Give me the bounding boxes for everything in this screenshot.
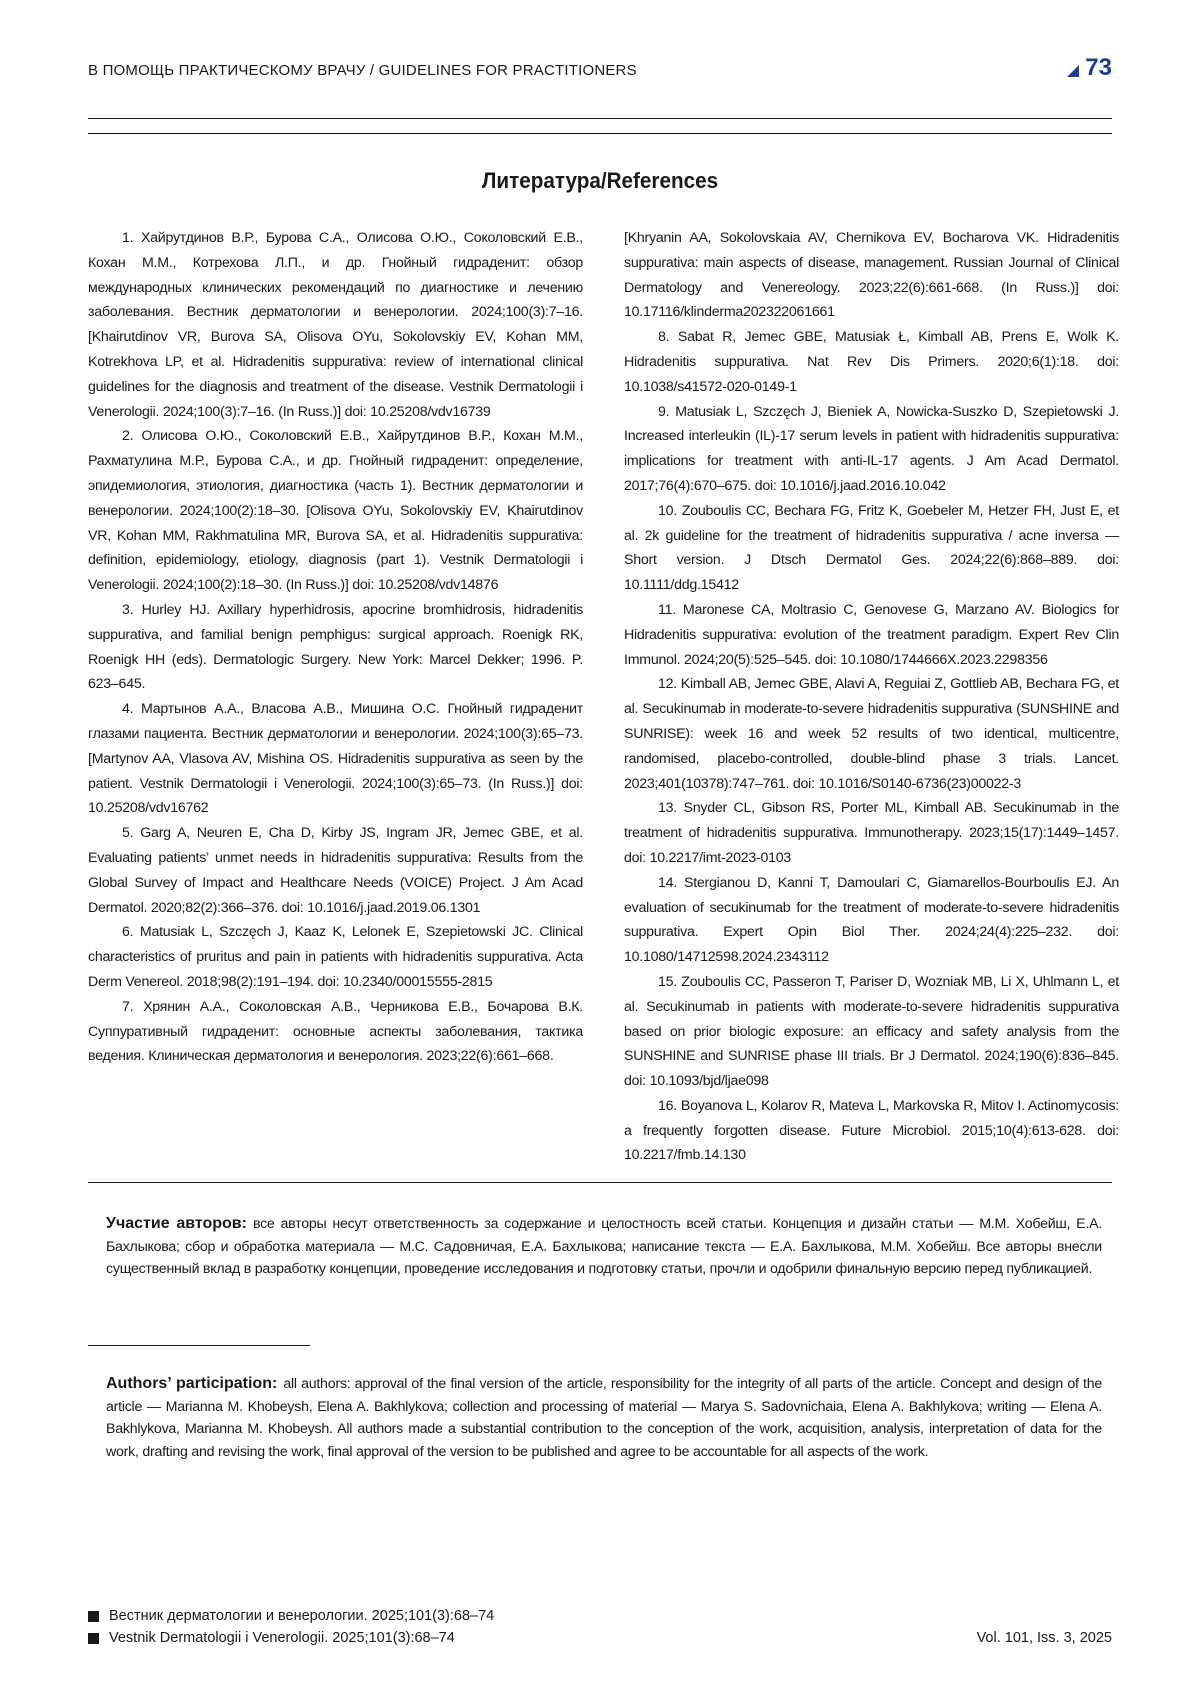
section-divider <box>88 1182 1112 1183</box>
participation-ru-label: Участие авторов: <box>106 1215 247 1232</box>
reference-item: 3. Hurley HJ. Axillary hyperhidrosis, apocrine bromhidrosis, hidradenitis suppurativa, and familial benign pemphigus: surgical approach. Roenigk RK, Roenigk HH (eds). Dermatologic Surgery. New York: Marcel Dekker; 1996. P. 623–645. <box>88 601 583 693</box>
volume-issue: Vol. 101, Iss. 3, 2025 <box>976 1630 1112 1646</box>
reference-item: 10. Zouboulis CC, Bechara FG, Fritz K, Goebeler M, Hetzer FH, Just E, et al. 2k guideline for the treatment of hidradenitis suppurativa / acne inversa — Short version. J Dtsch Dermatol Ges. 2024;22(6):868–889. doi: 10.1111/ddg.15412 <box>624 502 1119 594</box>
reference-item: 8. Sabat R, Jemec GBE, Matusiak Ł, Kimball AB, Prens E, Wolk K. Hidradenitis suppurativa. Nat Rev Dis Primers. 2020;6(1):18. doi: 10.1038/s41572-020-0149-1 <box>624 329 1119 395</box>
header-rule-top <box>88 118 1112 119</box>
references-column-right <box>624 226 1119 1168</box>
footer-journal-en <box>88 1627 1112 1649</box>
references-heading: Литература/References <box>481 168 719 193</box>
journal-citation-en: Vestnik Dermatologii i Venerologii. 2025;101(3):68–74 <box>109 1630 455 1646</box>
reference-item: 7. Хрянин А.А., Соколовская А.В., Черникова Е.В., Бочарова В.К. Суппуративный гидраденит: основные аспекты заболевания, тактика ведения. Клиническая дерматология и венерология. 2023;22(6):661–668. <box>88 998 583 1065</box>
reference-continuation: [Khryanin AA, Sokolovskaia AV, Chernikova EV, Bocharova VK. Hidradenitis suppurativa: main aspects of disease, management. Russian Journal of Clinical Dermatology and Venereology. 2023;22(6):661-668. (In Russ.)] doi: 10.17116/klinderma202322061661 <box>624 230 1119 321</box>
participation-ru-text: все авторы несут ответственность за содержание и целостность всей статьи. Концепция и дизайн статьи — М.М. Хобейш, Е.А. Бахлыкова; сбор и обработка материала — М.С. Садовничая, Е.А. Бахлыкова; написание текста — Е.А. Бахлыкова, М.М. Хобейш. Все авторы внесли существенный вклад в разработку концепции, проведение исследования и подготовку статьи, прочли и одобрили финальную версию перед публикацией. <box>106 1216 1102 1277</box>
reference-item: 1. Хайрутдинов В.Р., Бурова С.А., Олисова О.Ю., Соколовский Е.В., Кохан М.М., Котрехова Л.П., и др. Гнойный гидраденит: обзор международных клинических рекомендаций по диагностике и лечению заболевания. Вестник дерматологии и венерологии. 2024;100(3):7–16. [Khairutdinov VR, Burova SA, Olisova OYu, Sokolovskiy EV, Kohan MM, Kotrekhova LP, et al. Hidradenitis suppurativa: review of international clinical guidelines for the diagnosis and treatment of the disease. Vestnik Dermatologii i Venerologii. 2024;100(3):7–16. (In Russ.)] doi: 10.25208/vdv16739 <box>88 230 583 420</box>
running-header <box>88 56 1112 90</box>
reference-item: 5. Garg A, Neuren E, Cha D, Kirby JS, Ingram JR, Jemec GBE, et al. Evaluating patients’ unmet needs in hidradenitis suppurativa: Results from the Global Survey of Impact and Healthcare Needs (VOICE) Project. J Am Acad Dermatol. 2020;82(2):366–376. doi: 10.1016/j.jaad.2019.06.1301 <box>88 825 583 916</box>
participation-en-label: Authors’ participation: <box>106 1375 278 1392</box>
footer-journal-ru <box>88 1605 1112 1627</box>
reference-item: 2. Олисова О.Ю., Соколовский Е.В., Хайрутдинов В.Р., Кохан М.М., Рахматулина М.Р., Бурова С.А., и др. Гнойный гидраденит: определение, эпидемиология, этиология, диагностика (часть 1). Вестник дерматологии и венерологии. 2024;100(2):18–30. [Olisova OYu, Sokolovskiy EV, Khairutdinov VR, Kohan MM, Rakhmatulina MR, Burova SA, et al. Hidradenitis suppurativa: definition, epidemiology, etiology, diagnosis (part 1). Vestnik Dermatologii i Venerologii. 2024;100(2):18–30. (In Russ.)] doi: 10.25208/vdv14876 <box>88 428 583 594</box>
page-footer <box>88 1605 1112 1649</box>
header-rule-bottom <box>88 133 1112 134</box>
reference-item: 9. Matusiak L, Szczęch J, Bieniek A, Nowicka-Suszko D, Szepietowski J. Increased interleukin (IL)-17 serum levels in patient with hidradenitis suppurativa: implications for treatment with anti-IL-17 agents. J Am Acad Dermatol. 2017;76(4):670–675. doi: 10.1016/j.jaad.2016.10.042 <box>624 403 1119 494</box>
page-number-block <box>1067 54 1112 82</box>
reference-item: 11. Maronese CA, Moltrasio C, Genovese G, Marzano AV. Biologics for Hidradenitis suppurativa: evolution of the treatment paradigm. Expert Rev Clin Immunol. 2024;20(5):525–545. doi: 10.1080/1744666X.2023.2298356 <box>624 601 1119 668</box>
short-divider <box>88 1345 310 1346</box>
reference-item: 16. Boyanova L, Kolarov R, Mateva L, Markovska R, Mitov I. Actinomycosis: a frequently forgotten disease. Future Microbiol. 2015;10(4):613-628. doi: 10.2217/fmb.14.130 <box>624 1097 1119 1164</box>
reference-item: 4. Мартынов А.А., Власова А.В., Мишина О.С. Гнойный гидраденит глазами пациента. Вестник дерматологии и венерологии. 2024;100(3):65–73. [Martynov AA, Vlasova AV, Mishina OS. Hidradenitis suppurativa as seen by the patient. Vestnik Dermatologii i Venerologii. 2024;100(3):65–73. (In Russ.)] doi: 10.25208/vdv16762 <box>88 701 583 817</box>
reference-item: 12. Kimball AB, Jemec GBE, Alavi A, Reguiai Z, Gottlieb AB, Bechara FG, et al. Secukinumab in moderate-to-severe hidradenitis suppurativa (SUNSHINE and SUNRISE): week 16 and week 52 results of two identical, multicentre, randomised, placebo-controlled, double-blind phase 3 trials. Lancet. 2023;401(10378):747–761. doi: 10.1016/S0140-6736(23)00022-3 <box>624 676 1119 792</box>
authors-participation-en <box>106 1373 1102 1463</box>
section-title: В ПОМОЩЬ ПРАКТИЧЕСКОМУ ВРАЧУ / GUIDELINES FOR PRACTITIONERS <box>88 62 637 79</box>
references-column-left <box>88 226 583 1069</box>
page-arrow-icon <box>1067 65 1079 77</box>
reference-item: 13. Snyder CL, Gibson RS, Porter ML, Kimball AB. Secukinumab in the treatment of hidradenitis suppurativa. Immunotherapy. 2023;15(17):1449–1457. doi: 10.2217/imt-2023-0103 <box>624 800 1119 866</box>
authors-participation-ru <box>106 1213 1102 1281</box>
page-number: 73 <box>1085 54 1112 81</box>
reference-item: 15. Zouboulis CC, Passeron T, Pariser D, Wozniak MB, Li X, Uhlmann L, et al. Secukinumab in patients with moderate-to-severe hidradenitis suppurativa based on prior biologic exposure: an efficacy and safety analysis from the SUNSHINE and SUNRISE phase III trials. Br J Dermatol. 2024;190(6):836–845. doi: 10.1093/bjd/ljae098 <box>624 973 1119 1090</box>
journal-citation-ru: Вестник дерматологии и венерологии. 2025;101(3):68–74 <box>109 1608 495 1624</box>
participation-en-text: all authors: approval of the final version of the article, responsibility for the integrity of all parts of the article. Concept and design of the article — Marianna M. Khobeysh, Elena A. Bakhlykova; collection and processing of material — Marya S. Sadovnichaia, Elena A. Bakhlykova; writing — Elena A. Bakhlykova, Marianna M. Khobeysh. All authors made a substantial contribution to the conception of the work, acquisition, analysis, interpretation of data for the work, drafting and revising the work, final approval of the version to be published and agree to be accountable for all aspects of the work. <box>106 1376 1103 1460</box>
reference-item: 14. Stergianou D, Kanni T, Damoulari C, Giamarellos-Bourboulis EJ. An evaluation of secukinumab for the treatment of moderate-to-severe hidradenitis suppurativa. Expert Opin Biol Ther. 2024;24(4):225–232. doi: 10.1080/14712598.2024.2343112 <box>624 874 1119 966</box>
square-bullet-icon <box>88 1633 99 1644</box>
reference-item: 6. Matusiak L, Szczęch J, Kaaz K, Lelonek E, Szepietowski JC. Clinical characteristics of pruritus and pain in patients with hidradenitis suppurativa. Acta Derm Venereol. 2018;98(2):191–194. doi: 10.2340/00015555-2815 <box>88 924 583 990</box>
square-bullet-icon <box>88 1611 99 1622</box>
